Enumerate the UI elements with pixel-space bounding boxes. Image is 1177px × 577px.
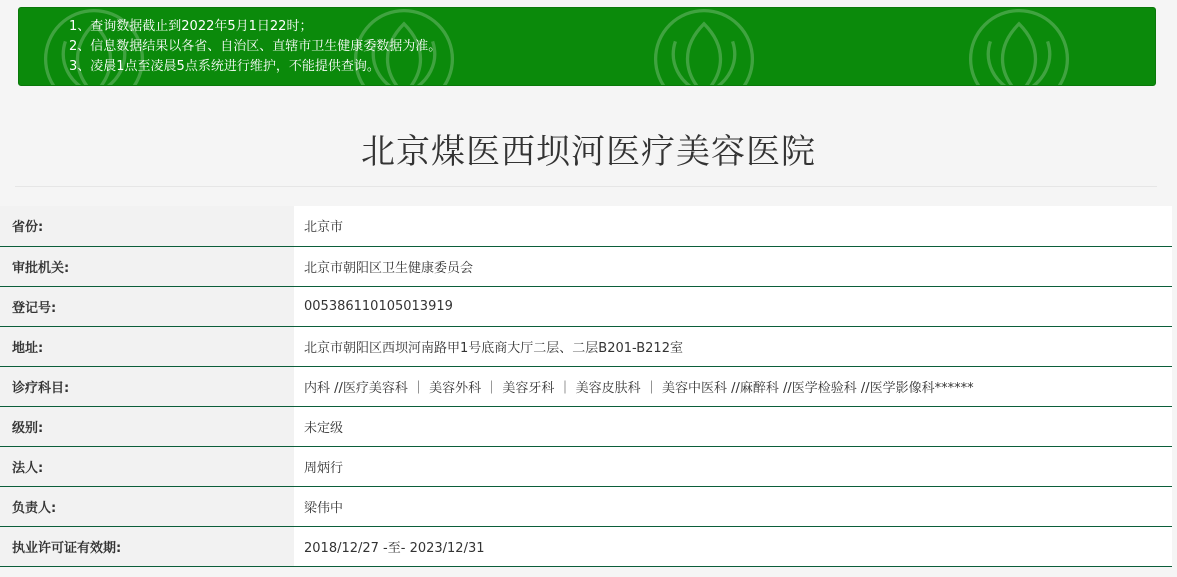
table-row <box>0 246 1172 286</box>
row-label-registration-number: 登记号: <box>0 286 294 326</box>
table-row <box>0 206 1172 246</box>
row-label-legal-person: 法人: <box>0 446 294 486</box>
row-value-address: 北京市朝阳区西坝河南路甲1号底商大厅二层、二层B201-B212室 <box>294 326 1172 366</box>
table-row <box>0 446 1172 486</box>
table-row <box>0 326 1172 366</box>
row-value-level: 未定级 <box>294 406 1172 446</box>
table-row <box>0 526 1172 566</box>
institution-info-table <box>0 206 1172 567</box>
table-row <box>0 486 1172 526</box>
table-row <box>0 366 1172 406</box>
notice-list <box>69 17 441 77</box>
row-value-province: 北京市 <box>294 206 1172 246</box>
row-value-legal-person: 周炳行 <box>294 446 1172 486</box>
row-value-departments: 内科 //医疗美容科 ｜ 美容外科 ｜ 美容牙科 ｜ 美容皮肤科 ｜ 美容中医科 //麻醉科 //医学检验科 //医学影像科****** <box>294 366 1172 406</box>
table-row <box>0 286 1172 326</box>
row-label-level: 级别: <box>0 406 294 446</box>
row-value-registration-number: 005386110105013919 <box>294 286 1172 326</box>
page-title: 北京煤医西坝河医疗美容医院 <box>361 132 816 172</box>
row-value-approval-authority: 北京市朝阳区卫生健康委员会 <box>294 246 1172 286</box>
row-label-license-validity: 执业许可证有效期: <box>0 526 294 566</box>
row-label-province: 省份: <box>0 206 294 246</box>
row-value-person-in-charge: 梁伟中 <box>294 486 1172 526</box>
table-row <box>0 406 1172 446</box>
notice-line: 1、查询数据截止到2022年5月1日22时； <box>69 19 313 34</box>
row-value-license-validity: 2018/12/27 -至- 2023/12/31 <box>294 526 1172 566</box>
row-label-address: 地址: <box>0 326 294 366</box>
row-label-departments: 诊疗科目: <box>0 366 294 406</box>
notice-line: 2、信息数据结果以各省、自治区、直辖市卫生健康委数据为准。 <box>69 39 442 54</box>
row-label-person-in-charge: 负责人: <box>0 486 294 526</box>
title-divider <box>15 186 1157 187</box>
notice-banner <box>18 7 1156 86</box>
notice-line: 3、凌晨1点至凌晨5点系统进行维护，不能提供查询。 <box>69 59 380 74</box>
row-label-approval-authority: 审批机关: <box>0 246 294 286</box>
leaf-logo-watermark-icon <box>964 7 1074 86</box>
leaf-logo-watermark-icon <box>649 7 759 86</box>
